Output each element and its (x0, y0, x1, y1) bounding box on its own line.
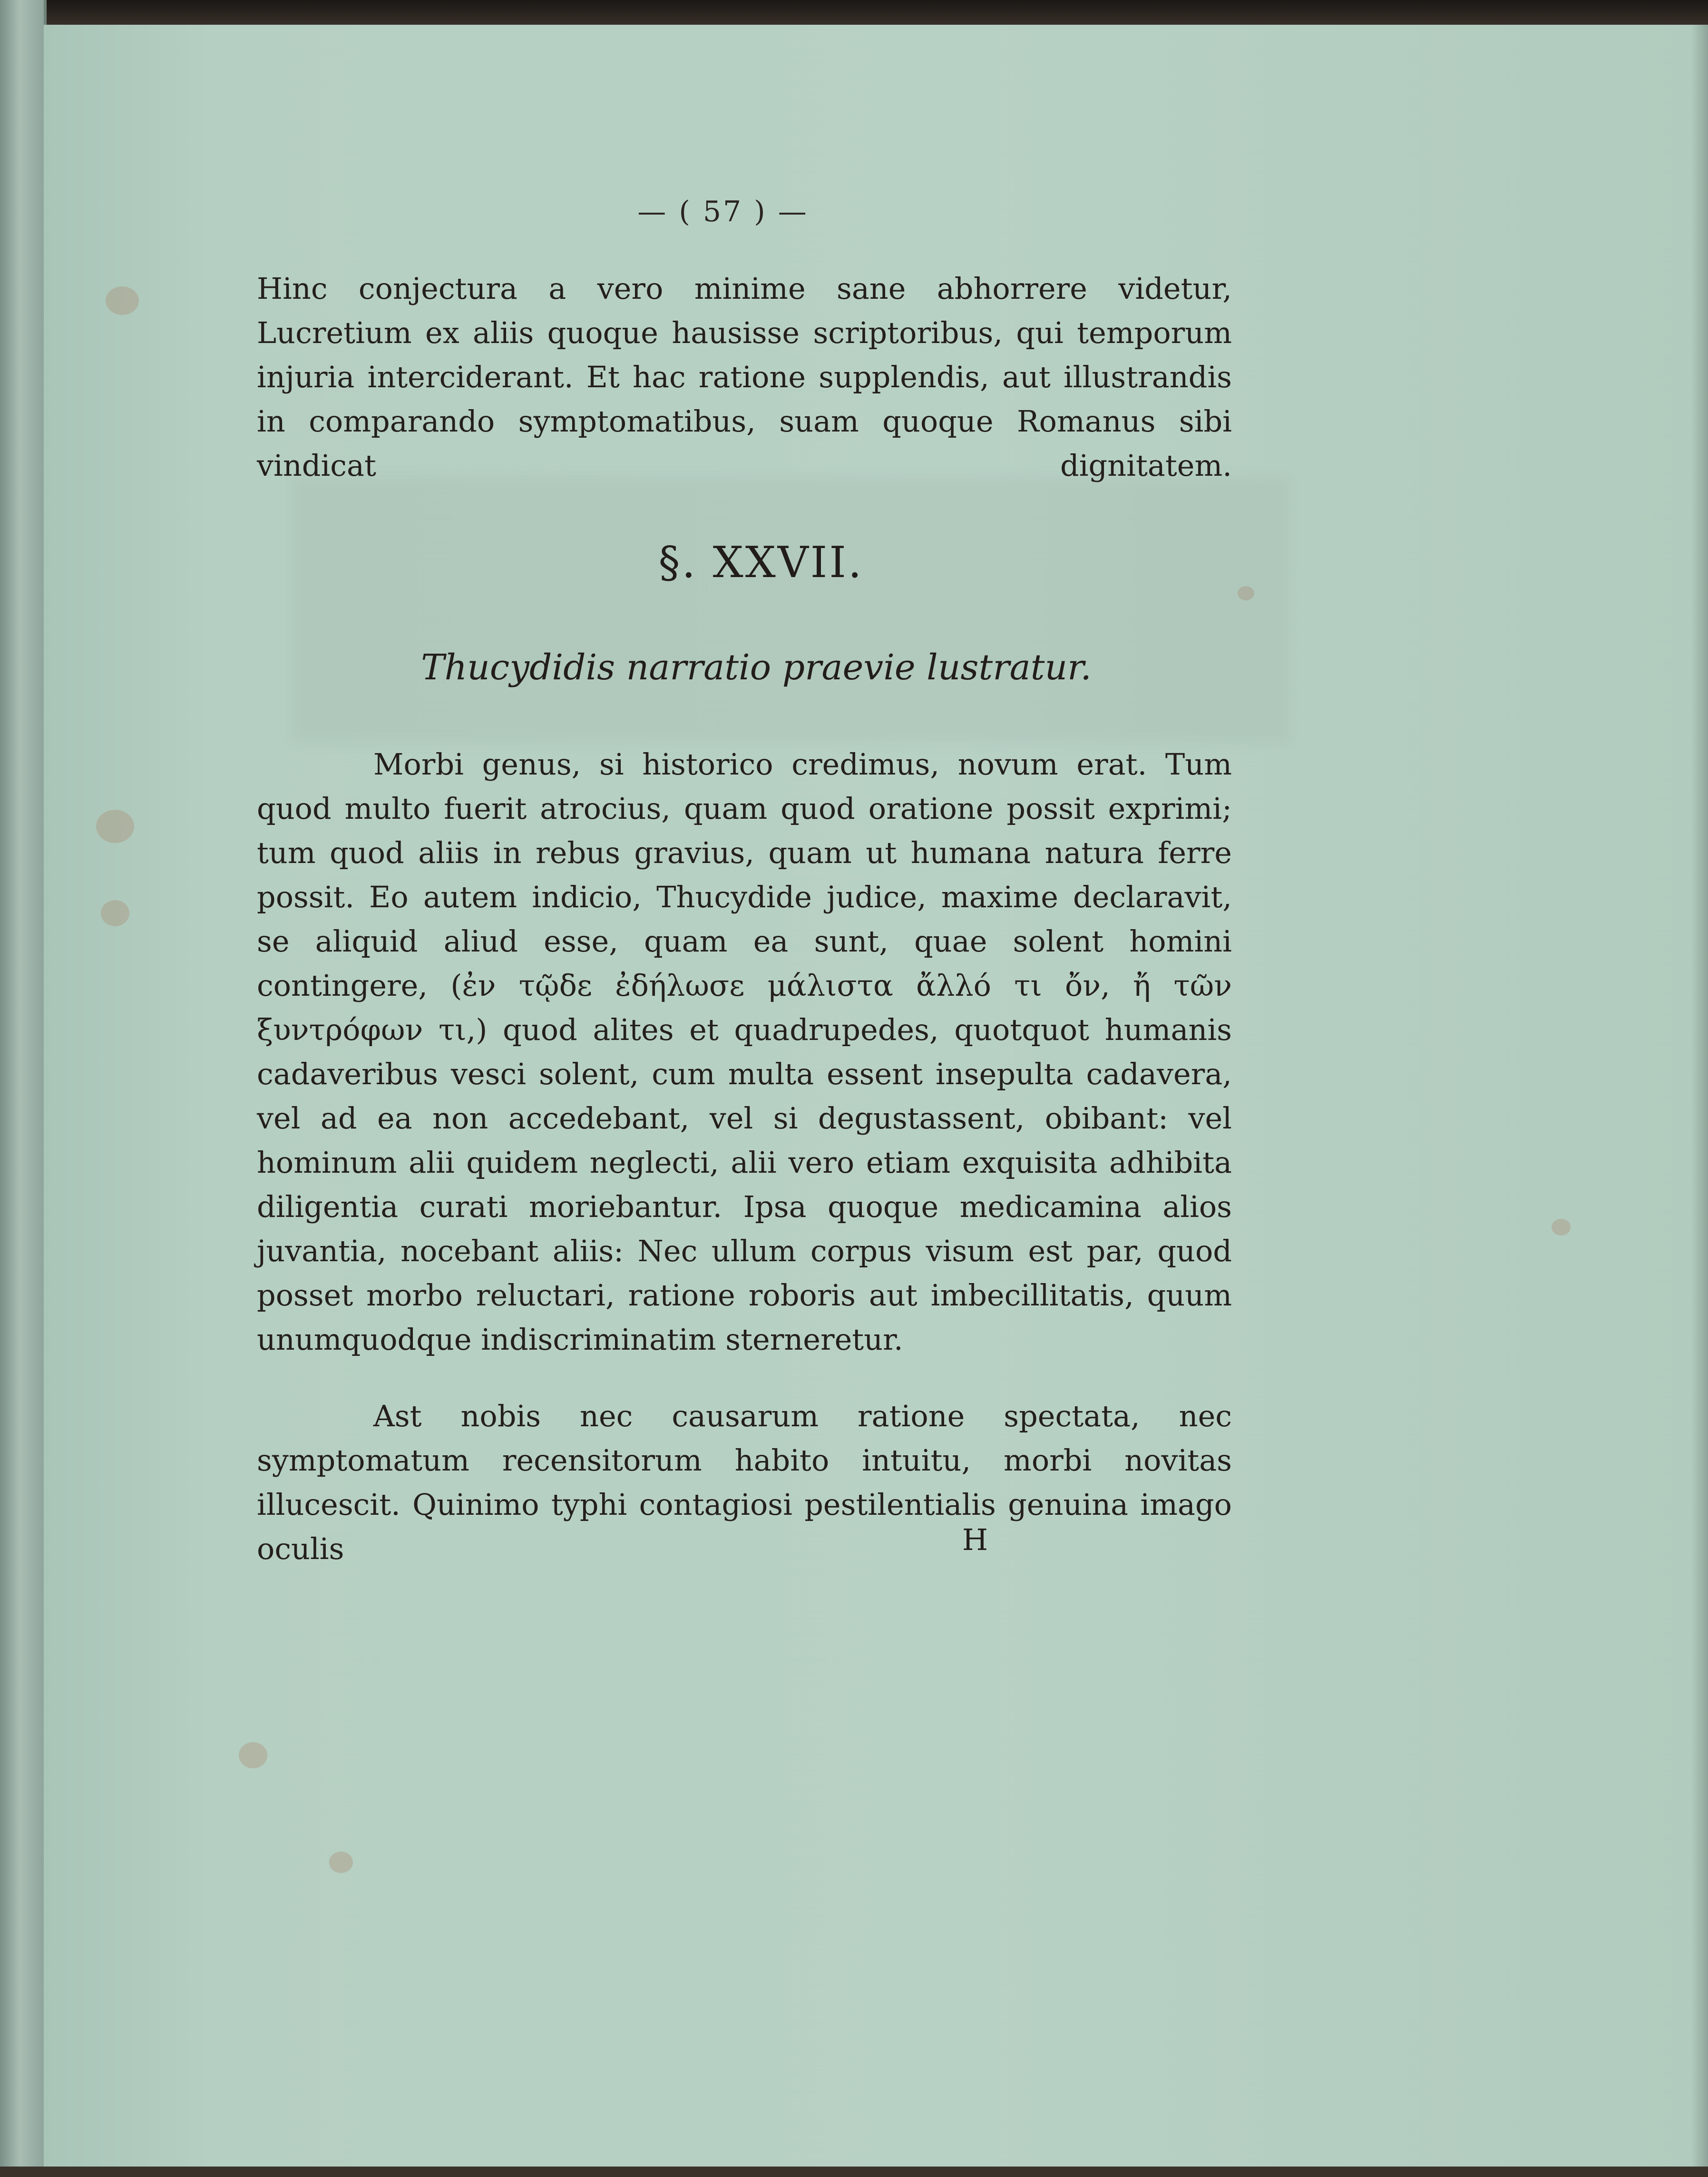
foxing-spot (106, 286, 139, 315)
section-title: Thucydidis narratio praevie lustratur. (421, 647, 1092, 688)
foxing-spot (239, 1742, 267, 1768)
running-head: — ( 57 ) — (637, 195, 809, 228)
foxing-spot (329, 1852, 353, 1873)
signature-mark: H (962, 1522, 988, 1557)
foxing-spot (1552, 1219, 1571, 1236)
paragraph: Hinc conjectura a vero minime sane abhorrere videtur, Lucretium ex aliis quoque hausisse scriptoribus, qui temporum injuria interciderant. Et hac ratione supplendis, aut illustrandis in comparando symptomatibus, suam quoque Romanus sibi vindicat dignitatem. (257, 271, 1232, 483)
paragraph: Ast nobis nec causarum ratione spectata, nec symptomatum recensitorum habito intuitu, morbi novitas illucescit. Quinimo typhi contagiosi pestilentialis genuina imago oculis (257, 1399, 1232, 1566)
book-gutter (0, 0, 47, 2177)
book-bottom-edge (0, 2167, 1708, 2177)
page-right-edge (1691, 25, 1708, 2167)
show-through (291, 477, 1290, 743)
section-number: §. XXVII. (658, 538, 864, 588)
paragraph: Morbi genus, si historico credimus, novum erat. Tum quod multo fuerit atrocius, quam quod oratione possit exprimi; tum quod aliis in rebus gravius, quam ut humana natura ferre possit. Eo autem indicio, Thucydide judice, maxime declaravit, se aliquid aliud esse, quam ea sunt, quae solent homini contingere, (ἐν τῷδε ἐδήλωσε μάλιστα ἄλλό τι ὄν, ἤ τῶν ξυντρόφων τι,) quod alites et quadrupedes, quotquot humanis cadaveribus vesci solent, cum multa essent insepulta cadavera, vel ad ea non accedebant, vel si degustassent, obibant: vel hominum alii quidem neglecti, alii vero etiam exquisita adhibita diligentia curati moriebantur. Ipsa quoque medicamina alios juvantia, nocebant aliis: Nec ullum corpus visum est par, quod posset morbo reluctari, ratione roboris aut imbecillitatis, quum unumquodque indiscriminatim sterneretur. (257, 747, 1232, 1357)
foxing-spot (96, 810, 134, 843)
foxing-spot (101, 900, 129, 926)
book-top-edge (0, 0, 1708, 28)
